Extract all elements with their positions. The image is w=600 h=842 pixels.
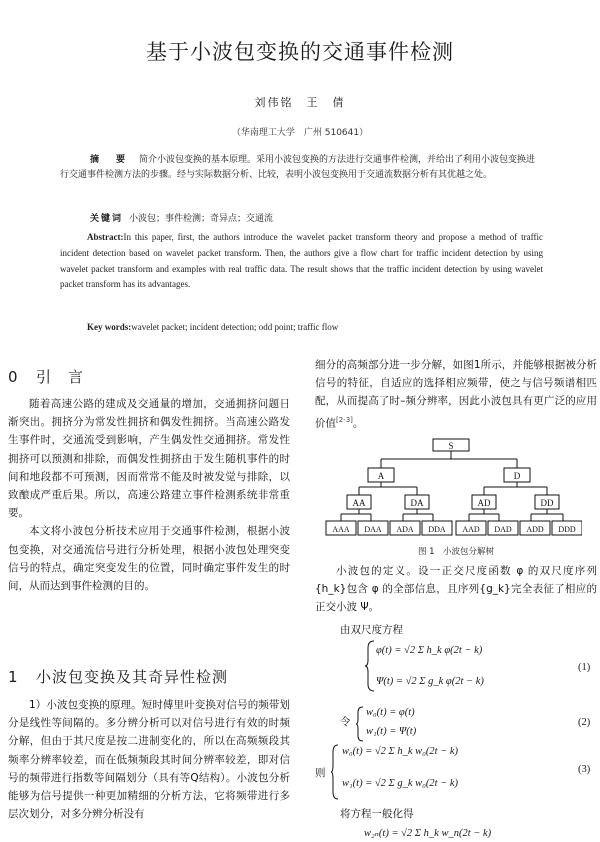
keywords-cn-label: 关键词	[90, 214, 124, 224]
right-col-paragraph-3: 由双尺度方程	[340, 624, 403, 636]
authors: 刘伟铭 王 倩	[254, 96, 346, 109]
section1-body	[8, 696, 290, 842]
tree-label-AD: AD	[477, 498, 491, 508]
abstract-en-label: Abstract:	[87, 232, 124, 242]
equation-2b: w₁(t) = Ψ(t)	[366, 726, 417, 737]
tree-label-AAD: AAD	[462, 525, 480, 534]
right-col-paragraph-1	[315, 356, 597, 432]
right-col-paragraph-1-end: 。	[352, 417, 364, 430]
citation: [2-3]	[336, 415, 353, 424]
brace-eq3	[330, 744, 340, 800]
keywords-en	[87, 320, 547, 336]
right-col-paragraph-2	[315, 562, 597, 617]
equation-3b: w₁(t) = √2 Σ g_k w₀(2t − k)	[342, 778, 458, 789]
tree-label-A: A	[377, 471, 385, 481]
tree-label-DDD: DDD	[558, 525, 576, 534]
tree-label-D: D	[513, 471, 521, 481]
section0-body	[8, 395, 290, 595]
abstract-cn	[60, 153, 543, 183]
affiliation: （华南理工大学 广州 510641）	[231, 128, 369, 138]
tree-label-DD: DD	[540, 498, 554, 508]
abstract-en	[60, 230, 543, 293]
equation-1a: φ(t) = √2 Σ h_k φ(2t − k)	[376, 645, 483, 656]
paper-title: 基于小波包变换的交通事件检测	[146, 40, 454, 64]
section0-title: 引 言	[36, 368, 85, 386]
brace-eq1	[364, 640, 376, 692]
tree-label-DDA: DDA	[428, 525, 446, 534]
equation-3a: w₀(t) = √2 Σ h_k w₀(2t − k)	[342, 746, 458, 757]
equation-3-number: (3)	[578, 764, 591, 775]
tree-label-DAD: DAD	[494, 525, 512, 534]
equation-1-number: (1)	[578, 662, 591, 673]
section1-paragraph-1: 1）小波包变换的原理。短时傅里叶变换对信号的频带划分是线性等间隔的。多分辨分析可以对信号进行有效的时频分解，但由于其尺度是按二进制变化的，所以在高频频段其频率分辨率较差，而在低频频段其时间分辨率较差，即对信号的频带进行指数等间隔划分（具有等Q结构）。小波包分析能够为信号提供一种更加精细的分析方法，它将频带进行多层次划分，对多分辨分析没有	[8, 699, 290, 821]
right-col-paragraph-1-text: 细分的高频部分进一步分解，如图1所示，并能够根据被分析信号的特征，自适应的选择相应频带，使之与信号频谱相匹配，从而提高了时–频分辨率，因此小波包具有更广泛的应用价值	[315, 359, 597, 430]
brace-eq2	[355, 706, 365, 742]
tree-label-ADD: ADD	[526, 525, 544, 534]
equation-2a: w₀(t) = φ(t)	[366, 707, 415, 718]
ling-label: 令	[340, 716, 351, 728]
right-col-paragraph-4: 将方程一般化得	[340, 808, 414, 820]
section0-paragraph-2: 本文将小波包分析技术应用于交通事件检测，根据小波包变换，对交通流信号进行分析处理，根据小波包处理突变信号的特点，确定突变发生的位置，同时确定事件发生的时间，从而达到事件检测的目的。	[8, 525, 290, 593]
equation-1b: Ψ(t) = √2 Σ g_k φ(2t − k)	[376, 676, 484, 687]
tree-label-root: S	[448, 441, 454, 451]
section1-number: 1	[8, 668, 19, 686]
abstract-en-text: In this paper, first, the authors introduce the wavelet packet transform theory and propose a method of traffic incident detection based on wavelet packet transform. Then, the authors give a flow chart for traffic incident detection by using wavelet packet transform and examples with real traffic data. The result shows that the traffic incident detection by using wavelet packet transform has its advantages.	[60, 232, 543, 290]
ze-label: 则	[315, 767, 326, 779]
keywords-cn-text: 小波包；事件检测；奇异点；交通流	[129, 214, 274, 224]
section0-number: 0	[8, 368, 19, 386]
tree-label-DAA: DAA	[364, 525, 382, 534]
abstract-cn-text: 简介小波包变换的基本原理。采用小波包变换的方法进行交通事件检测，并给出了利用小波包变换进行交通事件检测方法的步骤。经与实际数据分析、比较，表明小波包变换用于交通流数据分析有其优越之处。	[60, 155, 536, 180]
section0-heading	[8, 366, 84, 387]
keywords-cn	[90, 211, 550, 224]
tree-label-ADA: ADA	[396, 525, 414, 534]
right-col-paragraph-2-text: 小波包的定义。设一正交尺度函数 φ 的双尺度序列{h_k}包含 φ 的全部信息，且序列{g_k}完全表征了相应的正交小波 Ψ。	[315, 565, 597, 614]
section0-paragraph-1: 随着高速公路的建成及交通量的增加，交通拥挤问题日渐突出。拥挤分为常发性拥挤和偶发性拥挤。当高速公路发生事件时，交通流受到影响，产生偶发性交通拥挤。常发性拥挤可以预测和排除，而偶发性拥挤由于发生随机事件的时间和地段都不可预测，因而常常不能及时被发觉与排除，以致酿成严重后果。所以，高速公路建立事件检测系统非常重要。	[8, 398, 290, 520]
tree-label-AAA: AAA	[332, 525, 350, 534]
abstract-cn-label: 摘 要	[90, 155, 130, 165]
tree-label-DA: DA	[410, 498, 424, 508]
equation-2-number: (2)	[578, 717, 591, 728]
keywords-en-label: Key words:	[87, 322, 132, 332]
keywords-en-text: wavelet packet; incident detection; odd point; traffic flow	[131, 322, 339, 332]
section1-title: 小波包变换及其奇异性检测	[36, 668, 229, 686]
figure-caption: 图 1 小波包分解树	[417, 547, 495, 557]
equation-4a: w₂ₙ(t) = √2 Σ h_k w_n(2t − k)	[364, 828, 492, 839]
tree-label-AA: AA	[352, 498, 366, 508]
wavelet-packet-tree-figure	[320, 438, 582, 540]
section1-heading	[8, 666, 228, 687]
